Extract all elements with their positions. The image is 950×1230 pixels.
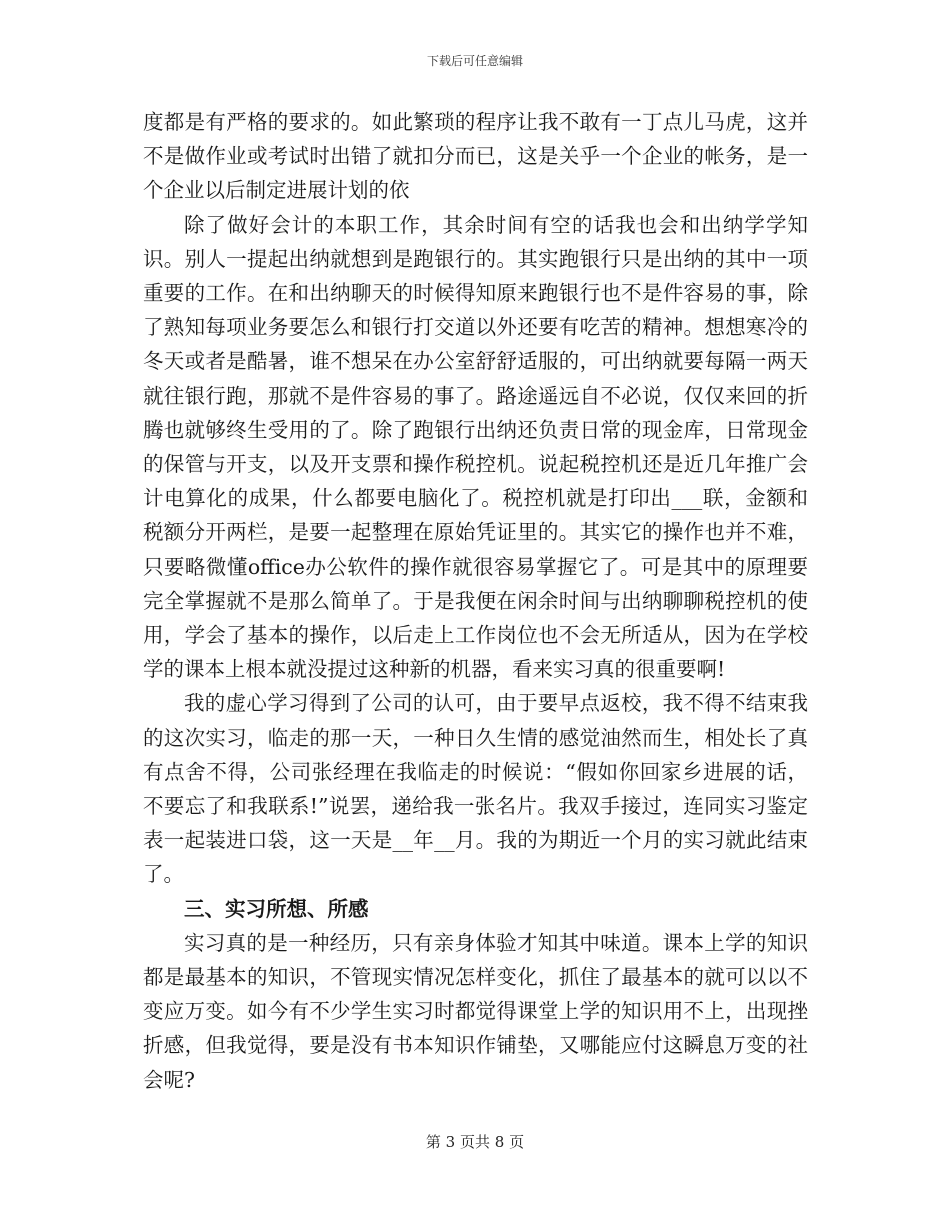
page-header: 下载后可任意编辑 [426,54,523,68]
section-heading: 三、实习所想、所感 [184,896,369,921]
document-body [143,105,808,1097]
paragraph-reflection: 实习真的是一种经历，只有亲身体验才知其中味道。课本上学的知识都是最基本的知识，不管现实情况怎样变化，抓住了最基本的就可以以不变应万变。如今有不少学生实习时都觉得课堂上学的知识用不上，出现挫折感，但我觉得，要是没有书本知识作铺垫，又哪能应付这瞬息万变的社会呢? [143,930,808,1092]
page-footer: 第 3 页共 8 页 [425,1133,525,1151]
paragraph-continuation: 度都是有严格的要求的。如此繁琐的程序让我不敢有一丁点儿马虎，这并不是做作业或考试时出错了就扣分而已，这是关乎一个企业的帐务，是一个企业以后制定进展计划的依 [143,110,808,203]
paragraph-cashier-work: 除了做好会计的本职工作，其余时间有空的话我也会和出纳学学知识。别人一提起出纳就想到是跑银行的。其实跑银行只是出纳的其中一项重要的工作。在和出纳聊天的时候得知原来跑银行也不是件容易的事，除了熟知每项业务要怎么和银行打交道以外还要有吃苦的精神。想想寒冷的冬天或者是酷暑，谁不想呆在办公室舒舒适服的，可出纳就要每隔一两天就往银行跑，那就不是件容易的事了。路途遥远自不必说，仅仅来回的折腾也就够终生受用的了。除了跑银行出纳还负责日常的现金库，日常现金的保管与开支，以及开支票和操作税控机。说起税控机还是近几年推广会计电算化的成果，什么都要电脑化了。税控机就是打印出___联，金额和税额分开两栏，是要一起整理在原始凭证里的。其实它的操作也并不难，只要略微懂office办公软件的操作就很容易掌握它了。可是其中的原理要完全掌握就不是那么简单了。于是我便在闲余时间与出纳聊聊税控机的使用，学会了基本的操作，以后走上工作岗位也不会无所适从，因为在学校学的课本上根本就没提过这种新的机器，看来实习真的很重要啊! [143,212,808,682]
paragraph-internship-end: 我的虚心学习得到了公司的认可，由于要早点返校，我不得不结束我的这次实习，临走的那一天，一种日久生情的感觉油然而生，相处长了真有点舍不得，公司张经理在我临走的时候说：“假如你回家乡进展的话，不要忘了和我联系!”说罢，递给我一张名片。我双手接过，连同实习鉴定表一起装进口袋，这一天是__年__月。我的为期近一个月的实习就此结束了。 [143,691,808,887]
